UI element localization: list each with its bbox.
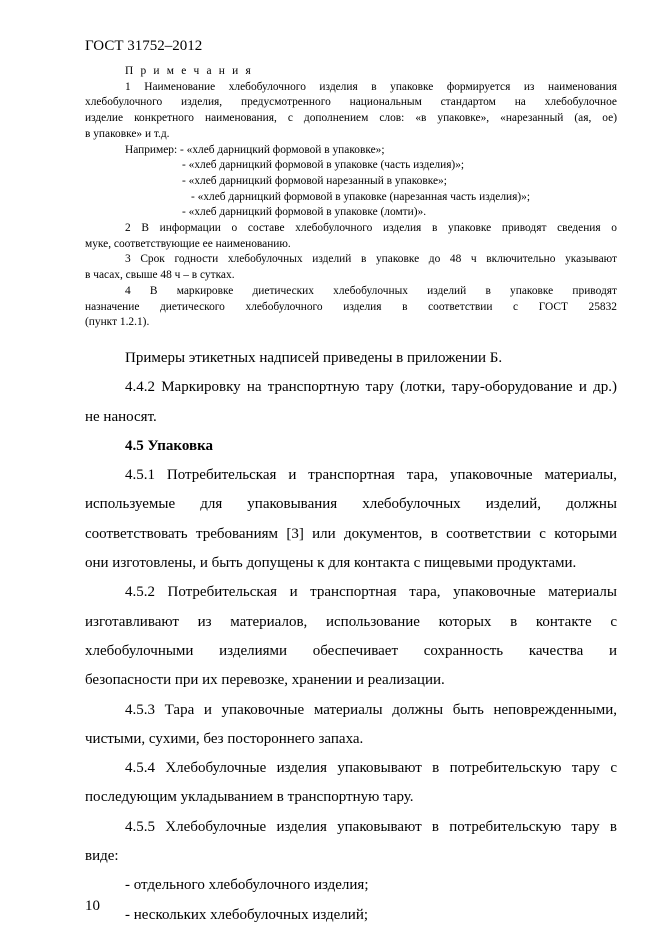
note-3-line-1: 3 Срок годности хлебобулочных изделий в упаковке до 48 ч включительно указывают (125, 253, 617, 266)
paragraph-4-5-1-line-2: используемые для упаковывания хлебобулочных изделий, должны (85, 496, 617, 513)
list-item-1: - отдельного хлебобулочного изделия; (125, 877, 369, 894)
note-4-line-2: назначение диетического хлебобулочного изделия в соответствии с ГОСТ 25832 (85, 300, 617, 313)
paragraph-4-5-4-line-1: 4.5.4 Хлебобулочные изделия упаковывают в потребительскую тару с (125, 760, 617, 777)
note-1-line-1: 1 Наименование хлебобулочного изделия в упаковке формируется из наименования (125, 80, 617, 93)
example-5: - «хлеб дарницкий формовой в упаковке (ломти)». (182, 206, 427, 219)
example-4: - «хлеб дарницкий формовой в упаковке (нарезанная часть изделия)»; (191, 190, 531, 203)
paragraph-4-5-2-line-1: 4.5.2 Потребительская и транспортная тара, упаковочные материалы (125, 584, 617, 601)
page-number: 10 (85, 898, 100, 914)
paragraph-4-5-1-line-3: соответствовать требованиям [3] или документов, в соответствии с которыми (85, 525, 617, 542)
paragraph-4-5-1-line-1: 4.5.1 Потребительская и транспортная тара, упаковочные материалы, (125, 467, 617, 484)
paragraph-4-5-2-line-2: изготавливают из материалов, использование которых в контакте с (85, 613, 617, 630)
list-item-2: - нескольких хлебобулочных изделий; (125, 906, 369, 923)
example-2: - «хлеб дарницкий формовой в упаковке (часть изделия)»; (182, 159, 465, 172)
page-header: ГОСТ 31752–2012 (85, 38, 203, 54)
paragraph-4-4-2-line-1: 4.4.2 Маркировку на транспортную тару (лотки, тару-оборудование и др.) (125, 379, 617, 396)
paragraph-4-5-3-line-2: чистыми, сухими, без постороннего запаха. (85, 730, 364, 747)
note-2-line-1: 2 В информации о составе хлебобулочного изделия в упаковке приводят сведения о (125, 222, 617, 235)
section-heading-4-5: 4.5 Упаковка (125, 437, 214, 454)
paragraph-4-5-2-line-3: хлебобулочными изделиями обеспечивает сохранность качества и (85, 642, 617, 659)
paragraph-4-5-1-line-4: они изготовлены, и быть допущены к для контакта с пищевыми продуктами. (85, 555, 577, 572)
notes-block (85, 64, 617, 331)
paragraph-4-4-2-line-2: не наносят. (85, 408, 157, 425)
note-1-line-3: изделие конкретного наименования, с дополнением слов: «в упаковке», «нарезанный (ая, ое) (85, 112, 617, 125)
paragraph-4-5-3-line-1: 4.5.3 Тара и упаковочные материалы должны быть неповрежденными, (125, 701, 617, 718)
note-3-line-2: в часах, свыше 48 ч – в сутках. (85, 269, 235, 282)
note-4-line-3: (пункт 1.2.1). (85, 316, 150, 329)
notes-title: П р и м е ч а н и я (125, 65, 253, 77)
paragraph-4-5-2-line-4: безопасности при их перевозке, хранении и реализации. (85, 672, 445, 689)
main-text (85, 344, 617, 930)
note-1-line-4: в упаковке» и т.д. (85, 127, 170, 140)
note-1-line-2: хлебобулочного изделия, предусмотренного национальным стандартом на хлебобулочное (85, 96, 617, 109)
paragraph-4-5-5-line-1: 4.5.5 Хлебобулочные изделия упаковывают в потребительскую тару в (125, 818, 617, 835)
paragraph-examples: Примеры этикетных надписей приведены в приложении Б. (125, 350, 503, 366)
note-4-line-1: 4 В маркировке диетических хлебобулочных изделий в упаковке приводят (125, 284, 617, 297)
example-3: - «хлеб дарницкий формовой нарезанный в упаковке»; (182, 174, 447, 187)
paragraph-4-5-5-line-2: виде: (85, 848, 119, 865)
example-1: Например: - «хлеб дарницкий формовой в упаковке»; (125, 143, 385, 156)
paragraph-4-5-4-line-2: последующим укладыванием в транспортную тару. (85, 789, 414, 806)
note-2-line-2: муке, соответствующие ее наименованию. (85, 237, 291, 250)
